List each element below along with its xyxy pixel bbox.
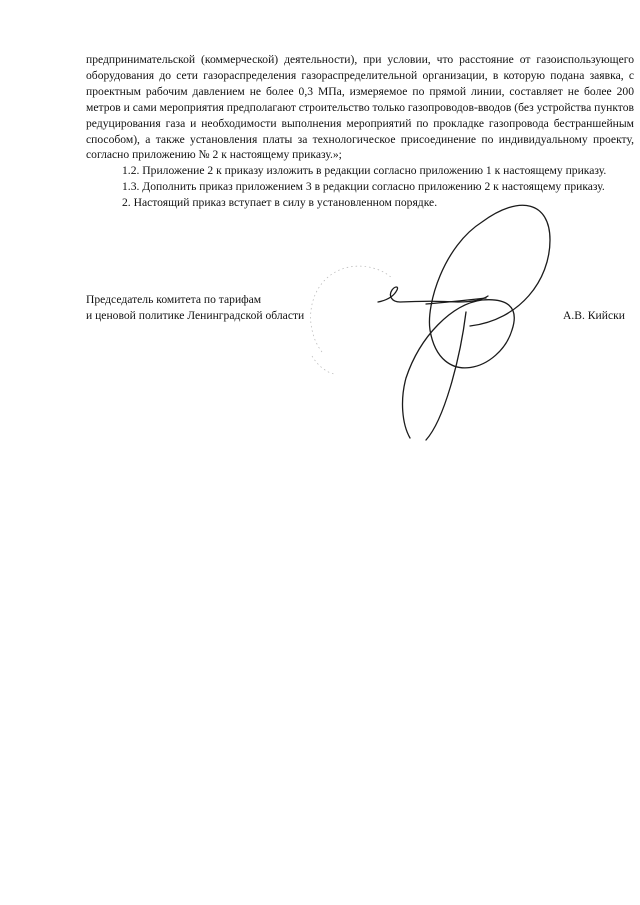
- paragraph-continued: предпринимательской (коммерческой) деятельности), при условии, что расстояние от газоиспользующего оборудования до сети газораспределения газораспределительной организации, в которую подана заявка, с проектным рабочим давлением не более 0,3 МПа, измеряемое по прямой линии, составляет не более 200 метров и сами мероприятия предполагают строительство только газопроводов-вводов (без устройства пунктов редуцирования газа и необходимости выполнения мероприятий по прокладке газопровода бестраншейным способом), а также установления платы за технологическое присоединение по индивидуальному проекту, согласно приложению № 2 к настоящему приказу.»;: [86, 53, 634, 162]
- item-1-2: 1.2. Приложение 2 к приказу изложить в редакции согласно приложению 1 к настоящему приказу.: [122, 164, 607, 178]
- stamp-trace: [311, 266, 392, 374]
- item-1-3: 1.3. Дополнить приказ приложением 3 в редакции согласно приложению 2 к настоящему приказу.: [122, 180, 605, 194]
- signatory-title-line1: Председатель комитета по тарифам: [86, 293, 262, 306]
- item-2: 2. Настоящий приказ вступает в силу в установленном порядке.: [122, 196, 438, 210]
- signatory-name: А.В. Кийски: [563, 309, 625, 322]
- handwritten-signature: [378, 205, 550, 440]
- signatory-title: [86, 292, 304, 324]
- signatory-title-line2: и ценовой политике Ленинградской области: [86, 308, 305, 322]
- document-body: [86, 52, 634, 211]
